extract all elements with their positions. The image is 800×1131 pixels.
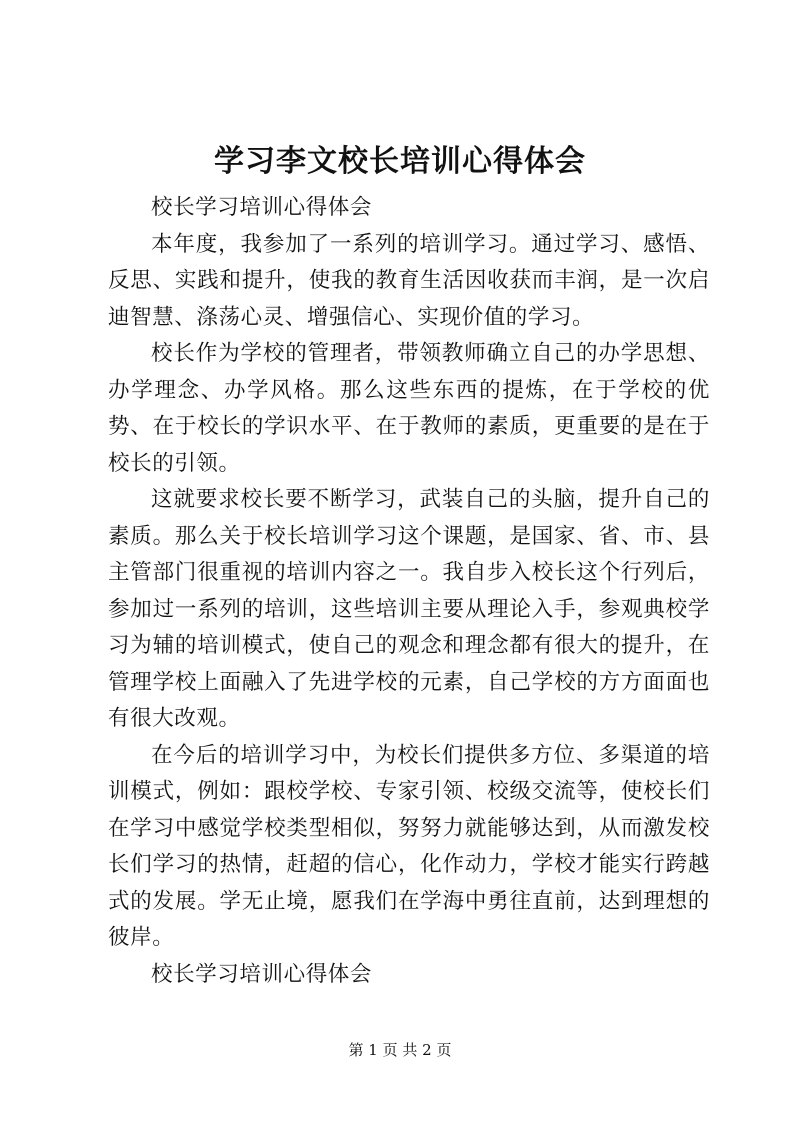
paragraph: 校长作为学校的管理者，带领教师确立自己的办学思想、办学理念、办学风格。那么这些东西的提炼，在于学校的优势、在于校长的学识水平、在于教师的素质，更重要的是在于校长的引领。: [108, 341, 710, 476]
page-number-footer: 第 1 页 共 2 页: [348, 1041, 452, 1059]
paragraph-subtitle: 校长学习培训心得体会: [151, 195, 373, 220]
paragraph: 在今后的培训学习中，为校长们提供多方位、多渠道的培训模式，例如：跟校学校、专家引领、校级交流等，使校长们在学习中感觉学校类型相似，努努力就能够达到，从而激发校长们学习的热情，赶超的信心，化作动力，学校才能实行跨越式的发展。学无止境，愿我们在学海中勇往直前，达到理想的彼岸。: [108, 742, 710, 950]
paragraph: 本年度，我参加了一系列的培训学习。通过学习、感悟、反思、实践和提升，使我的教育生活因收获而丰润，是一次启迪智慧、涤荡心灵、增强信心、实现价值的学习。: [108, 231, 710, 330]
document-body: [108, 190, 710, 993]
paragraph-subtitle: 校长学习培训心得体会: [151, 961, 373, 987]
document-title: 学习李文校长培训心得体会: [214, 144, 586, 179]
paragraph: 这就要求校长要不断学习，武装自己的头脑，提升自己的素质。那么关于校长培训学习这个课题，是国家、省、市、县主管部门很重视的培训内容之一。我自步入校长这个行列后，参加过一系列的培训，这些培训主要从理论入手，参观典校学习为辅的培训模式，使自己的观念和理念都有很大的提升，在管理学校上面融入了先进学校的元素，自己学校的方方面面也有很大改观。: [108, 487, 710, 731]
